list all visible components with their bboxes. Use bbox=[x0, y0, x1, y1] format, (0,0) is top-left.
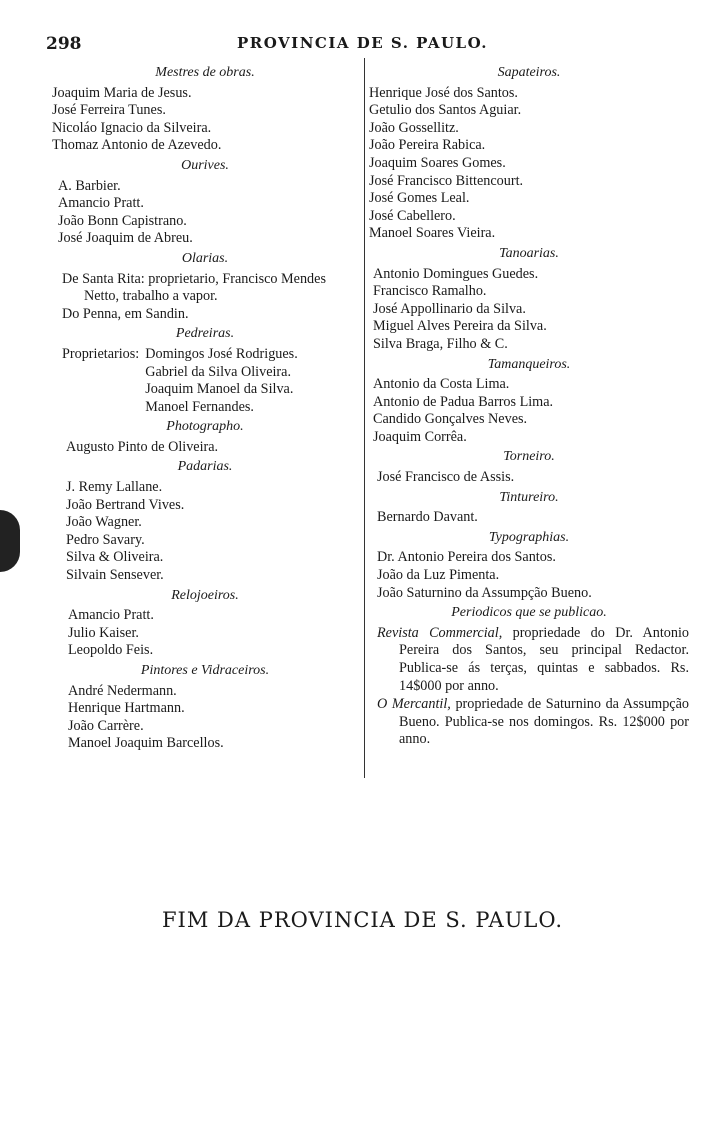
section-sapateiros bbox=[369, 85, 689, 243]
section-pedreiras bbox=[52, 346, 358, 416]
section-heading-mestres: Mestres de obras. bbox=[155, 65, 255, 80]
list-item: De Santa Rita: proprietario, Francisco Mendes Netto, trabalho a vapor. bbox=[62, 270, 326, 305]
list-item: João Gossellitz. bbox=[369, 119, 459, 136]
periodical-name: O Mercantil, bbox=[377, 696, 451, 713]
list-item: Joaquim Maria de Jesus. bbox=[52, 84, 192, 101]
section-padarias bbox=[52, 479, 358, 585]
section-heading-pintores: Pintores e Vidraceiros. bbox=[140, 663, 270, 678]
list-item: Pedro Savary. bbox=[66, 531, 145, 548]
section-heading-pedreiras: Pedreiras. bbox=[175, 326, 235, 342]
list-item: Silva Braga, Filho & C. bbox=[373, 335, 508, 352]
list-item: A. Barbier. bbox=[58, 177, 121, 194]
section-mestres bbox=[52, 85, 358, 155]
section-heading-typographias: Typographias. bbox=[488, 529, 570, 545]
list-item: Getulio dos Santos Aguiar. bbox=[369, 102, 522, 119]
list-item: J. Remy Lallane. bbox=[66, 479, 163, 496]
list-item: Miguel Alves Pereira da Silva. bbox=[373, 318, 547, 335]
list-item: Thomaz Antonio de Azevedo. bbox=[52, 137, 222, 154]
list-item: Silva & Oliveira. bbox=[66, 549, 164, 566]
section-ourives bbox=[52, 178, 358, 248]
list-item: Domingos José Rodrigues. bbox=[145, 345, 298, 362]
section-tintureiro bbox=[369, 509, 689, 527]
section-olarias bbox=[52, 271, 358, 324]
section-heading-olarias: Olarias. bbox=[181, 250, 229, 266]
list-item: João Saturnino da Assumpção Bueno. bbox=[377, 584, 592, 601]
left-column bbox=[52, 62, 358, 753]
section-heading-torneiro: Torneiro. bbox=[503, 449, 555, 465]
page-number: 298 bbox=[46, 34, 82, 54]
list-item: Do Penna, em Sandin. bbox=[62, 305, 189, 322]
list-item: Augusto Pinto de Oliveira. bbox=[66, 438, 219, 455]
section-typographias bbox=[369, 549, 689, 602]
list-item: Antonio da Costa Lima. bbox=[373, 376, 510, 393]
list-item: João da Luz Pimenta. bbox=[377, 567, 500, 584]
list-item: Francisco Ramalho. bbox=[373, 283, 487, 300]
list-item: José Ferreira Tunes. bbox=[52, 102, 166, 119]
list-item: João Bonn Capistrano. bbox=[58, 212, 187, 229]
list-item: Bernardo Davant. bbox=[377, 509, 478, 526]
section-relojoeiros bbox=[52, 607, 358, 660]
section-torneiro bbox=[369, 469, 689, 487]
right-column bbox=[369, 62, 689, 750]
list-item: João Carrère. bbox=[68, 717, 144, 734]
list-item: Joaquim Soares Gomes. bbox=[369, 154, 506, 171]
list-item: João Bertrand Vives. bbox=[66, 496, 185, 513]
list-item: Amancio Pratt. bbox=[58, 195, 144, 212]
section-photographo bbox=[52, 439, 358, 457]
section-heading-sapateiros: Sapateiros. bbox=[497, 65, 561, 80]
list-item: Henrique Hartmann. bbox=[68, 700, 185, 717]
periodical-text: propriedade do Dr. Antonio Pereira dos Santos, seu principal Redactor. Publica-se ás terças, quintas e sabbados. Rs. 14$000 por anno. bbox=[399, 624, 689, 694]
list-item: Dr. Antonio Pereira dos Santos. bbox=[377, 549, 556, 566]
section-tanoarias bbox=[369, 266, 689, 354]
section-heading-photographo: Photographo. bbox=[166, 419, 244, 435]
section-heading-ourives: Ourives. bbox=[181, 157, 229, 173]
list-item: Manoel Joaquim Barcellos. bbox=[68, 735, 224, 752]
periodical-text: propriedade de Saturnino da Assumpção Bueno. Publica-se nos domingos. Rs. 12$000 por anno. bbox=[399, 696, 689, 748]
list-item: Manoel Soares Vieira. bbox=[369, 225, 496, 242]
list-item: João Pereira Rabica. bbox=[369, 137, 486, 154]
list-item: José Gomes Leal. bbox=[369, 190, 470, 207]
list-item: Gabriel da Silva Oliveira. bbox=[145, 363, 292, 380]
list-item: José Cabellero. bbox=[369, 207, 456, 224]
section-heading-relojoeiros: Relojoeiros. bbox=[171, 587, 239, 603]
section-heading-periodicos: Periodicos que se publicao. bbox=[451, 605, 607, 621]
list-item: José Appollinario da Silva. bbox=[373, 300, 526, 317]
list-item: Nicoláo Ignacio da Silveira. bbox=[52, 119, 212, 136]
list-item: Silvain Sensever. bbox=[66, 567, 164, 584]
list-item: Joaquim Manoel da Silva. bbox=[145, 381, 294, 398]
list-item: João Wagner. bbox=[66, 514, 142, 531]
list-item: José Joaquim de Abreu. bbox=[58, 230, 193, 247]
list-item: Amancio Pratt. bbox=[68, 607, 154, 624]
periodical-name: Revista Commercial, bbox=[377, 624, 503, 641]
section-tamanqueiros bbox=[369, 376, 689, 446]
closing-title: FIM DA PROVINCIA DE S. PAULO. bbox=[161, 908, 564, 932]
section-heading-padarias: Padarias. bbox=[177, 459, 233, 475]
group-lead: Proprietarios: bbox=[62, 345, 140, 362]
binding-mark bbox=[0, 510, 20, 572]
list-item: Julio Kaiser. bbox=[68, 624, 139, 641]
list-item: Leopoldo Feis. bbox=[68, 642, 154, 659]
section-heading-tintureiro: Tintureiro. bbox=[499, 489, 559, 505]
column-divider bbox=[364, 58, 365, 778]
list-item: Joaquim Corrêa. bbox=[373, 428, 467, 445]
list-item: José Francisco Bittencourt. bbox=[369, 172, 524, 189]
running-title: PROVINCIA DE S. PAULO. bbox=[237, 34, 488, 52]
list-item: Candido Gonçalves Neves. bbox=[373, 411, 528, 428]
section-periodicos bbox=[369, 625, 689, 749]
list-item: Antonio de Padua Barros Lima. bbox=[373, 393, 554, 410]
periodical-entry bbox=[377, 625, 689, 695]
section-heading-tamanqueiros: Tamanqueiros. bbox=[487, 356, 571, 372]
periodical-entry bbox=[377, 696, 689, 749]
list-item: José Francisco de Assis. bbox=[377, 469, 515, 486]
section-pintores bbox=[52, 683, 358, 753]
list-item: Manoel Fernandes. bbox=[145, 398, 254, 415]
list-item: André Nedermann. bbox=[68, 682, 177, 699]
section-heading-tanoarias: Tanoarias. bbox=[499, 245, 559, 261]
list-item: Henrique José dos Santos. bbox=[369, 84, 518, 101]
list-item: Antonio Domingues Guedes. bbox=[373, 265, 539, 282]
